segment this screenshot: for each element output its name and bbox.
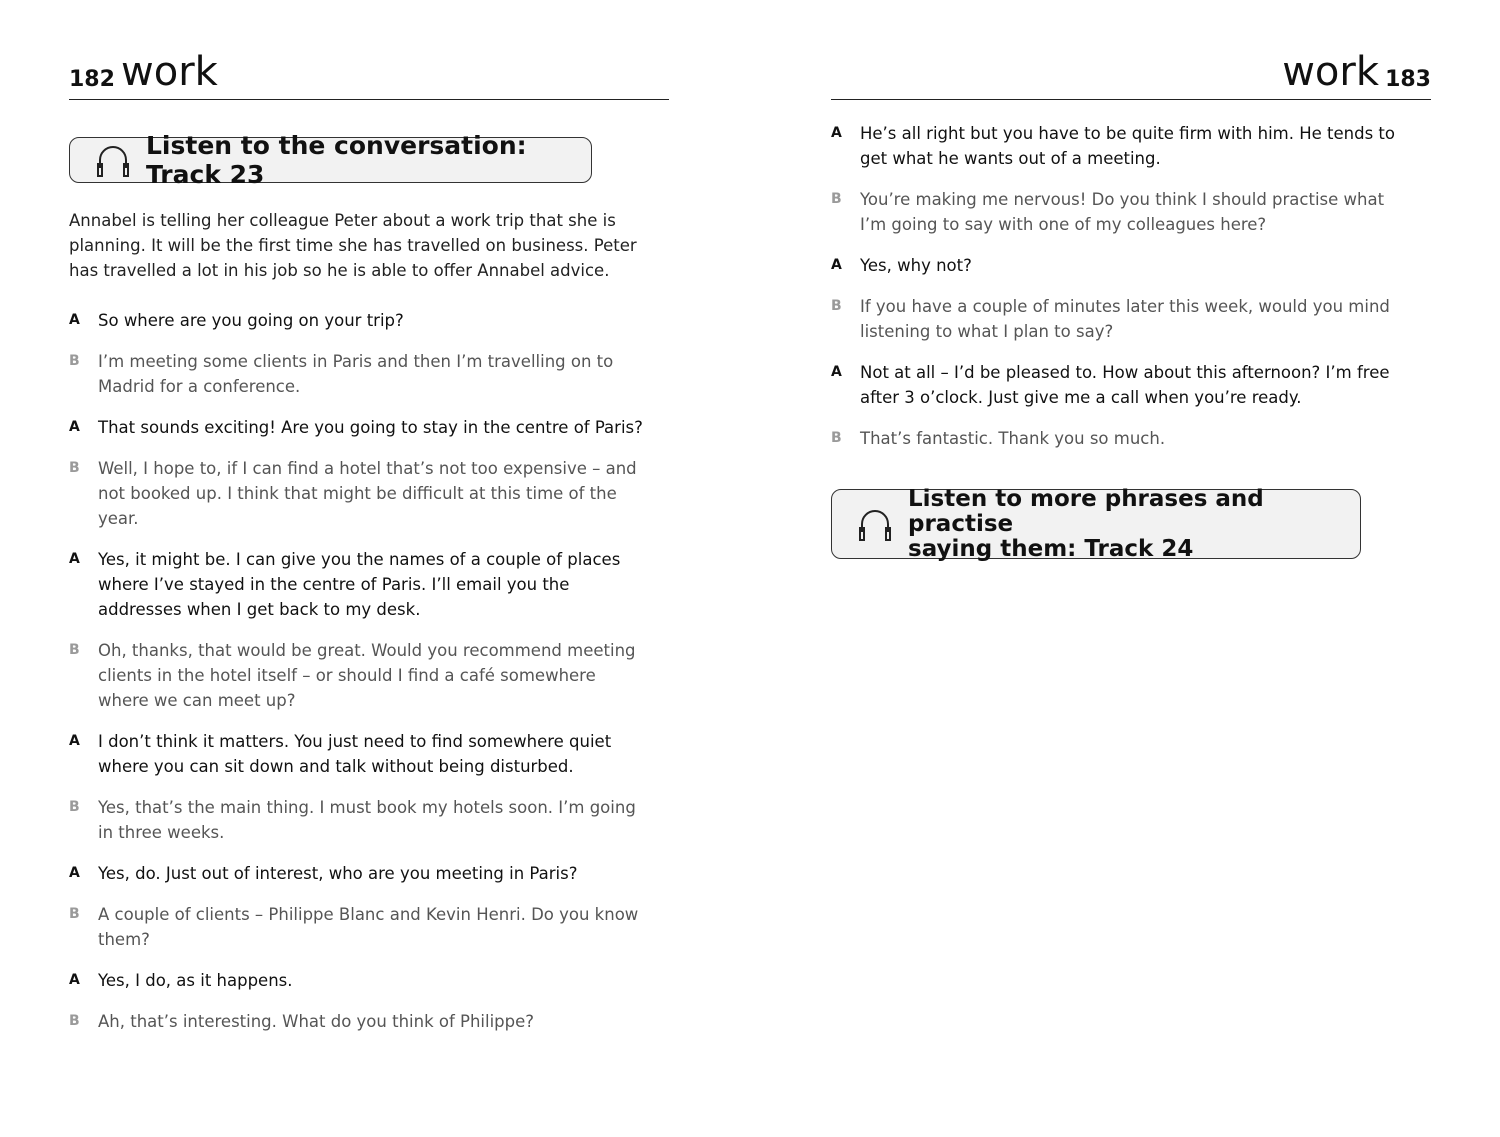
speaker-label: B (69, 460, 80, 476)
page-number: 182 (69, 67, 115, 92)
dialogue-text: Yes, do. Just out of interest, who are you meeting in Paris? (98, 864, 578, 883)
speaker-label: B (69, 642, 80, 658)
speaker-label: A (831, 257, 842, 273)
dialogue-text: Well, I hope to, if I can find a hotel that’s not too expensive – and not booked up. I think that might be difficult at this time of the year. (98, 459, 637, 528)
dialogue-line (831, 426, 1411, 451)
track-title: Listen to the conversation: Track 23 (146, 131, 527, 189)
speaker-label: A (831, 364, 842, 380)
speaker-label: B (831, 191, 842, 207)
track-23-box[interactable] (69, 131, 592, 189)
dialogue-line (831, 253, 1411, 278)
dialogue-text: So where are you going on your trip? (98, 311, 404, 330)
dialogue-left (69, 308, 649, 1050)
speaker-label: A (69, 972, 80, 988)
dialogue-line (69, 456, 649, 531)
dialogue-line (831, 121, 1411, 171)
intro-paragraph: Annabel is telling her colleague Peter about a work trip that she is planning. It will be the first time she has travelled on business. Peter has travelled a lot in his job so he is able to offer Annabel advice. (69, 211, 637, 280)
dialogue-line (831, 294, 1411, 344)
dialogue-line (831, 360, 1411, 410)
speaker-label: B (831, 298, 842, 314)
speaker-label: B (69, 799, 80, 815)
dialogue-line (831, 187, 1411, 237)
dialogue-text: Ah, that’s interesting. What do you think of Philippe? (98, 1012, 535, 1031)
speaker-label: A (69, 312, 80, 328)
speaker-label: B (831, 430, 842, 446)
dialogue-text: That’s fantastic. Thank you so much. (860, 429, 1166, 448)
section-title: work (121, 49, 218, 95)
dialogue-text: A couple of clients – Philippe Blanc and Kevin Henri. Do you know them? (98, 905, 639, 949)
dialogue-text: Yes, it might be. I can give you the names of a couple of places where I’ve stayed in the centre of Paris. I’ll email you the addresses when I get back to my desk. (98, 550, 621, 619)
dialogue-text: Yes, that’s the main thing. I must book my hotels soon. I’m going in three weeks. (98, 798, 636, 842)
speaker-label: A (69, 419, 80, 435)
dialogue-text: Yes, I do, as it happens. (98, 971, 293, 990)
dialogue-line (69, 415, 649, 440)
speaker-label: A (831, 125, 842, 141)
dialogue-line (69, 968, 649, 993)
dialogue-text: That sounds exciting! Are you going to stay in the centre of Paris? (98, 418, 643, 437)
section-title: work (1282, 49, 1379, 95)
headphones-icon (856, 504, 894, 544)
speaker-label: B (69, 1013, 80, 1029)
dialogue-line (69, 308, 649, 333)
dialogue-line (69, 1009, 649, 1034)
dialogue-line (69, 861, 649, 886)
track-title (908, 487, 1360, 562)
dialogue-text: Oh, thanks, that would be great. Would you recommend meeting clients in the hotel itself – or should I find a café somewhere where we can meet up? (98, 641, 636, 710)
dialogue-line (69, 349, 649, 399)
dialogue-line (69, 902, 649, 952)
dialogue-line (69, 638, 649, 713)
speaker-label: A (69, 733, 80, 749)
track-24-box[interactable] (831, 485, 1361, 562)
page-number: 183 (1385, 67, 1431, 92)
left-page-header (69, 50, 669, 100)
track-title-line-2: saying them: Track 24 (908, 535, 1194, 562)
dialogue-line (69, 547, 649, 622)
track-title-line-1: Listen to more phrases and practise (908, 485, 1264, 537)
dialogue-line (69, 729, 649, 779)
speaker-label: A (69, 865, 80, 881)
dialogue-text: I don’t think it matters. You just need to find somewhere quiet where you can sit down and talk without being disturbed. (98, 732, 612, 776)
dialogue-text: If you have a couple of minutes later this week, would you mind listening to what I plan to say? (860, 297, 1390, 341)
dialogue-text: He’s all right but you have to be quite firm with him. He tends to get what he wants out of a meeting. (860, 124, 1396, 168)
right-page-header (831, 50, 1431, 100)
dialogue-text: Yes, why not? (860, 256, 972, 275)
dialogue-text: You’re making me nervous! Do you think I should practise what I’m going to say with one of my colleagues here? (860, 190, 1385, 234)
speaker-label: B (69, 353, 80, 369)
dialogue-right (831, 121, 1411, 467)
dialogue-line (69, 795, 649, 845)
speaker-label: B (69, 906, 80, 922)
headphones-icon (94, 140, 132, 180)
speaker-label: A (69, 551, 80, 567)
dialogue-text: Not at all – I’d be pleased to. How about this afternoon? I’m free after 3 o’clock. Just give me a call when you’re ready. (860, 363, 1390, 407)
dialogue-text: I’m meeting some clients in Paris and then I’m travelling on to Madrid for a conference. (98, 352, 614, 396)
